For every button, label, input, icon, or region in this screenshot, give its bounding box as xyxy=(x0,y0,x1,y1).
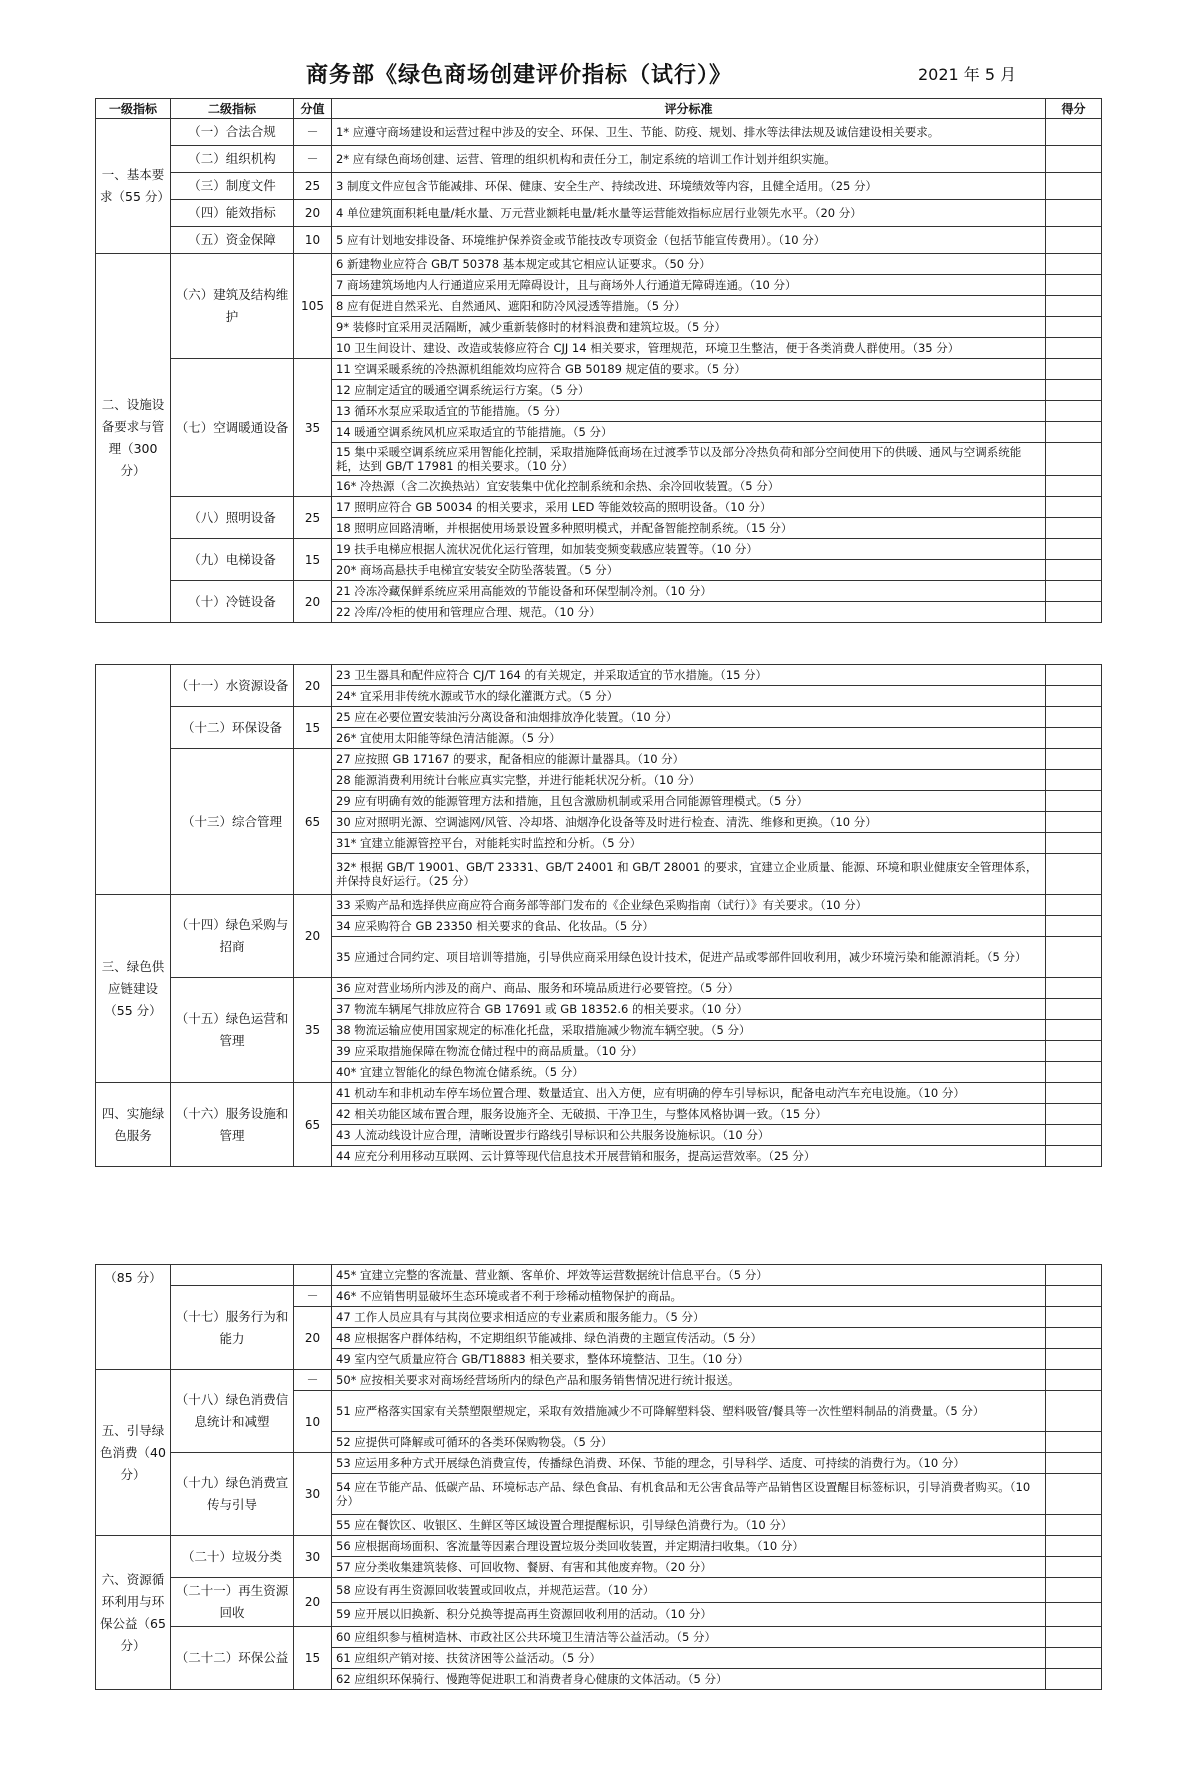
level2-cell: （十八）绿色消费信息统计和减塑 xyxy=(171,1370,294,1453)
criteria-cell: 50* 应按相关要求对商场经营场所内的绿色产品和服务销售情况进行统计报送。 xyxy=(332,1370,1046,1391)
score-input-cell[interactable] xyxy=(1046,791,1102,812)
score-input-cell[interactable] xyxy=(1046,937,1102,978)
criteria-cell: 59 应开展以旧换新、积分兑换等提高再生资源回收利用的活动。（10 分） xyxy=(332,1602,1046,1627)
score-input-cell[interactable] xyxy=(1046,749,1102,770)
score-input-cell[interactable] xyxy=(1046,401,1102,422)
score-input-cell[interactable] xyxy=(1046,854,1102,895)
score-cell: 30 xyxy=(294,1453,332,1536)
criteria-cell: 52 应提供可降解或可循环的各类环保购物袋。（5 分） xyxy=(332,1432,1046,1453)
criteria-cell: 61 应组织产销对接、扶贫济困等公益活动。（5 分） xyxy=(332,1648,1046,1669)
criteria-cell: 55 应在餐饮区、收银区、生鲜区等区域设置合理提醒标识，引导绿色消费行为。（10 分） xyxy=(332,1515,1046,1536)
score-cell: 35 xyxy=(294,978,332,1083)
criteria-cell: 30 应对照明光源、空调滤网/风管、冷却塔、油烟净化设备等及时进行检查、清洗、维修和更换。（10 分） xyxy=(332,812,1046,833)
table-row xyxy=(96,200,1102,227)
score-cell: 20 xyxy=(294,1578,332,1627)
criteria-cell: 13 循环水泵应采取适宜的节能措施。（5 分） xyxy=(332,401,1046,422)
criteria-cell: 42 相关功能区域布置合理，服务设施齐全、无破损、干净卫生，与整体风格协调一致。（15 分） xyxy=(332,1104,1046,1125)
score-input-cell[interactable] xyxy=(1046,1578,1102,1603)
criteria-cell: 44 应充分利用移动互联网、云计算等现代信息技术开展营销和服务，提高运营效率。（25 分） xyxy=(332,1146,1046,1167)
level2-cell: （九）电梯设备 xyxy=(171,539,294,581)
score-input-cell[interactable] xyxy=(1046,119,1102,146)
score-input-cell[interactable] xyxy=(1046,560,1102,581)
criteria-cell: 47 工作人员应具有与其岗位要求相适应的专业素质和服务能力。（5 分） xyxy=(332,1307,1046,1328)
score-input-cell[interactable] xyxy=(1046,1474,1102,1515)
criteria-cell: 28 能源消费利用统计台帐应真实完整，并进行能耗状况分析。（10 分） xyxy=(332,770,1046,791)
score-input-cell[interactable] xyxy=(1046,1370,1102,1391)
criteria-cell: 25 应在必要位置安装油污分离设备和油烟排放净化装置。（10 分） xyxy=(332,707,1046,728)
criteria-cell: 36 应对营业场所内涉及的商户、商品、服务和环境品质进行必要管控。（5 分） xyxy=(332,978,1046,999)
header-level2: 二级指标 xyxy=(171,99,294,119)
score-cell: － xyxy=(294,1370,332,1391)
criteria-cell: 35 应通过合同约定、项目培训等措施，引导供应商采用绿色设计技术，促进产品或零部件回收利用，减少环境污染和能源消耗。（5 分） xyxy=(332,937,1046,978)
criteria-cell: 60 应组织参与植树造林、市政社区公共环境卫生清洁等公益活动。（5 分） xyxy=(332,1627,1046,1648)
table-row xyxy=(96,707,1102,728)
level1-service: 四、实施绿色服务 xyxy=(96,1083,171,1167)
score-input-cell[interactable] xyxy=(1046,359,1102,380)
score-input-cell[interactable] xyxy=(1046,916,1102,937)
score-input-cell[interactable] xyxy=(1046,275,1102,296)
criteria-cell: 11 空调采暖系统的冷热源机组能效均应符合 GB 50189 规定值的要求。（5 分） xyxy=(332,359,1046,380)
table-row xyxy=(96,895,1102,916)
criteria-cell: 3 制度文件应包含节能减排、环保、健康、安全生产、持续改进、环境绩效等内容，且健全适用。（25 分） xyxy=(332,173,1046,200)
criteria-cell: 46* 不应销售明显破坏生态环境或者不利于珍稀动植物保护的商品。 xyxy=(332,1286,1046,1307)
score-input-cell[interactable] xyxy=(1046,1602,1102,1627)
criteria-cell: 27 应按照 GB 17167 的要求，配备相应的能源计量器具。（10 分） xyxy=(332,749,1046,770)
table-row xyxy=(96,1627,1102,1648)
score-input-cell[interactable] xyxy=(1046,296,1102,317)
table-row xyxy=(96,665,1102,686)
score-input-cell[interactable] xyxy=(1046,895,1102,916)
document-date: 2021 年 5 月 xyxy=(918,65,1017,84)
score-cell: － xyxy=(294,146,332,173)
criteria-cell: 26* 宜使用太阳能等绿色清洁能源。（5 分） xyxy=(332,728,1046,749)
score-cell: － xyxy=(294,1286,332,1307)
header-level1: 一级指标 xyxy=(96,99,171,119)
score-input-cell[interactable] xyxy=(1046,227,1102,254)
score-cell: 25 xyxy=(294,497,332,539)
score-input-cell[interactable] xyxy=(1046,1104,1102,1125)
score-input-cell[interactable] xyxy=(1046,1286,1102,1307)
score-input-cell[interactable] xyxy=(1046,812,1102,833)
score-input-cell[interactable] xyxy=(1046,1146,1102,1167)
criteria-cell: 32* 根据 GB/T 19001、GB/T 23331、GB/T 24001 和 GB/T 28001 的要求，宜建立企业质量、能源、环境和职业健康安全管理体系，并保持良好运行。（25 分） xyxy=(332,854,1046,895)
score-input-cell[interactable] xyxy=(1046,1020,1102,1041)
table-header-row xyxy=(96,99,1102,119)
criteria-table-part-1 xyxy=(95,98,1102,623)
score-cell: 15 xyxy=(294,539,332,581)
criteria-cell: 45* 宜建立完整的客流量、营业额、客单价、坪效等运营数据统计信息平台。（5 分） xyxy=(332,1265,1046,1286)
score-input-cell[interactable] xyxy=(1046,1669,1102,1690)
criteria-cell: 43 人流动线设计应合理，清晰设置步行路线引导标识和公共服务设施标识。（10 分） xyxy=(332,1125,1046,1146)
score-cell: 15 xyxy=(294,707,332,749)
score-input-cell[interactable] xyxy=(1046,1041,1102,1062)
criteria-cell: 40* 宜建立智能化的绿色物流仓储系统。（5 分） xyxy=(332,1062,1046,1083)
score-cell: 25 xyxy=(294,173,332,200)
score-cell: 105 xyxy=(294,254,332,359)
score-cell: － xyxy=(294,119,332,146)
table-row xyxy=(96,146,1102,173)
criteria-cell: 38 物流运输应使用国家规定的标准化托盘，采取措施减少物流车辆空驶。（5 分） xyxy=(332,1020,1046,1041)
criteria-cell: 10 卫生间设计、建设、改造或装修应符合 CJJ 14 相关要求，管理规范，环境卫生整洁，便于各类消费人群使用。（35 分） xyxy=(332,338,1046,359)
criteria-cell: 48 应根据客户群体结构，不定期组织节能减排、绿色消费的主题宣传活动。（5 分） xyxy=(332,1328,1046,1349)
score-cell: 15 xyxy=(294,1627,332,1690)
criteria-cell: 15 集中采暖空调系统应采用智能化控制，采取措施降低商场在过渡季节以及部分冷热负荷和部分空间使用下的供暖、通风与空调系统能耗，达到 GB/T 17981 的相关要求。（10 分） xyxy=(332,443,1046,476)
criteria-cell: 4 单位建筑面积耗电量/耗水量、万元营业额耗电量/耗水量等运营能效指标应居行业领先水平。（20 分） xyxy=(332,200,1046,227)
score-input-cell[interactable] xyxy=(1046,497,1102,518)
level2-cell: （十四）绿色采购与招商 xyxy=(171,895,294,978)
criteria-cell: 20* 商场高悬扶手电梯宜安装安全防坠落装置。（5 分） xyxy=(332,560,1046,581)
score-input-cell[interactable] xyxy=(1046,317,1102,338)
level2-cell: （二十二）环保公益 xyxy=(171,1627,294,1690)
score-input-cell[interactable] xyxy=(1046,476,1102,497)
table-row xyxy=(96,1370,1102,1391)
score-cell: 20 xyxy=(294,665,332,707)
score-input-cell[interactable] xyxy=(1046,338,1102,359)
table-row xyxy=(96,497,1102,518)
table-row xyxy=(96,173,1102,200)
level1-basic: 一、基本要求（55 分） xyxy=(96,119,171,254)
level2-cell: （二十一）再生资源回收 xyxy=(171,1578,294,1627)
score-cell: 30 xyxy=(294,1536,332,1578)
score-cell: 10 xyxy=(294,227,332,254)
score-input-cell[interactable] xyxy=(1046,1125,1102,1146)
score-input-cell[interactable] xyxy=(1046,1349,1102,1370)
table-row xyxy=(96,1453,1102,1474)
level2-cell: （十七）服务行为和能力 xyxy=(171,1286,294,1370)
table-row xyxy=(96,749,1102,770)
table-row xyxy=(96,581,1102,602)
criteria-cell: 33 采购产品和选择供应商应符合商务部等部门发布的《企业绿色采购指南（试行）》有关要求。（10 分） xyxy=(332,895,1046,916)
score-input-cell[interactable] xyxy=(1046,1328,1102,1349)
level2-cell: （一）合法合规 xyxy=(171,119,294,146)
score-input-cell[interactable] xyxy=(1046,200,1102,227)
score-input-cell[interactable] xyxy=(1046,728,1102,749)
score-input-cell[interactable] xyxy=(1046,602,1102,623)
level2-cell: （二十）垃圾分类 xyxy=(171,1536,294,1578)
score-input-cell[interactable] xyxy=(1046,539,1102,560)
score-input-cell[interactable] xyxy=(1046,686,1102,707)
criteria-cell: 1* 应遵守商场建设和运营过程中涉及的安全、环保、卫生、节能、防疫、规划、排水等法律法规及诚信建设相关要求。 xyxy=(332,119,1046,146)
score-input-cell[interactable] xyxy=(1046,1062,1102,1083)
score-input-cell[interactable] xyxy=(1046,1083,1102,1104)
score-input-cell[interactable] xyxy=(1046,1453,1102,1474)
level2-cell: （十二）环保设备 xyxy=(171,707,294,749)
score-input-cell[interactable] xyxy=(1046,380,1102,401)
score-input-cell[interactable] xyxy=(1046,1432,1102,1453)
score-input-cell[interactable] xyxy=(1046,1515,1102,1536)
criteria-cell: 51 应严格落实国家有关禁塑限塑规定，采取有效措施减少不可降解塑料袋、塑料吸管/餐具等一次性塑料制品的消费量。（5 分） xyxy=(332,1391,1046,1432)
level2-cell: （八）照明设备 xyxy=(171,497,294,539)
score-input-cell[interactable] xyxy=(1046,770,1102,791)
score-input-cell[interactable] xyxy=(1046,581,1102,602)
score-input-cell[interactable] xyxy=(1046,707,1102,728)
score-cell: 20 xyxy=(294,895,332,978)
level1-guide: 五、引导绿色消费（40 分） xyxy=(96,1370,171,1536)
criteria-cell: 57 应分类收集建筑装修、可回收物、餐厨、有害和其他废弃物。（20 分） xyxy=(332,1557,1046,1578)
level2-cell: （十六）服务设施和管理 xyxy=(171,1083,294,1167)
criteria-cell: 31* 宜建立能源管控平台，对能耗实时监控和分析。（5 分） xyxy=(332,833,1046,854)
level2-cell: （二）组织机构 xyxy=(171,146,294,173)
level2-cell: （七）空调暖通设备 xyxy=(171,359,294,497)
header-criteria: 评分标准 xyxy=(332,99,1046,119)
level2-cell: （十九）绿色消费宣传与引导 xyxy=(171,1453,294,1536)
table-row xyxy=(96,359,1102,380)
header-result: 得分 xyxy=(1046,99,1102,119)
score-input-cell[interactable] xyxy=(1046,833,1102,854)
level1-supply: 三、绿色供应链建设（55 分） xyxy=(96,895,171,1083)
criteria-cell: 41 机动车和非机动车停车场位置合理、数量适宜、出入方便，应有明确的停车引导标识，配备电动汽车充电设施。（10 分） xyxy=(332,1083,1046,1104)
criteria-cell: 34 应采购符合 GB 23350 相关要求的食品、化妆品。（5 分） xyxy=(332,916,1046,937)
score-cell: 20 xyxy=(294,200,332,227)
criteria-cell: 21 冷冻冷藏保鲜系统应采用高能效的节能设备和环保型制冷剂。（10 分） xyxy=(332,581,1046,602)
score-input-cell[interactable] xyxy=(1046,978,1102,999)
score-cell-empty xyxy=(294,1265,332,1286)
criteria-cell: 37 物流车辆尾气排放应符合 GB 17691 或 GB 18352.6 的相关要求。（10 分） xyxy=(332,999,1046,1020)
page-header xyxy=(0,58,1200,88)
criteria-table-part-2 xyxy=(95,664,1102,1167)
criteria-cell: 19 扶手电梯应根据人流状况优化运行管理，如加装变频变载感应装置等。（10 分） xyxy=(332,539,1046,560)
score-input-cell[interactable] xyxy=(1046,665,1102,686)
criteria-cell: 17 照明应符合 GB 50034 的相关要求，采用 LED 等能效较高的照明设备。（10 分） xyxy=(332,497,1046,518)
score-input-cell[interactable] xyxy=(1046,518,1102,539)
table-row xyxy=(96,227,1102,254)
document-title: 商务部《绿色商场创建评价指标（试行）》 xyxy=(306,63,733,88)
score-cell: 35 xyxy=(294,359,332,497)
table-row xyxy=(96,254,1102,275)
score-input-cell[interactable] xyxy=(1046,443,1102,476)
table-row xyxy=(96,1286,1102,1307)
criteria-cell: 49 室内空气质量应符合 GB/T18883 相关要求，整体环境整洁、卫生。（10 分） xyxy=(332,1349,1046,1370)
score-input-cell[interactable] xyxy=(1046,1265,1102,1286)
criteria-cell: 8 应有促进自然采光、自然通风、遮阳和防冷风浸透等措施。（5 分） xyxy=(332,296,1046,317)
criteria-cell: 58 应设有再生资源回收装置或回收点，并规范运营。（10 分） xyxy=(332,1578,1046,1603)
score-input-cell[interactable] xyxy=(1046,999,1102,1020)
level1-recycle: 六、资源循环利用与环保公益（65 分） xyxy=(96,1536,171,1690)
score-input-cell[interactable] xyxy=(1046,1648,1102,1669)
level2-cell: （十五）绿色运营和管理 xyxy=(171,978,294,1083)
score-input-cell[interactable] xyxy=(1046,173,1102,200)
criteria-cell: 29 应有明确有效的能源管理方法和措施，且包含激励机制或采用合同能源管理模式。（5 分） xyxy=(332,791,1046,812)
criteria-cell: 56 应根据商场面积、客流量等因素合理设置垃圾分类回收装置，并定期清扫收集。（10 分） xyxy=(332,1536,1046,1557)
criteria-cell: 39 应采取措施保障在物流仓储过程中的商品质量。（10 分） xyxy=(332,1041,1046,1062)
header-score: 分值 xyxy=(294,99,332,119)
criteria-cell: 62 应组织环保骑行、慢跑等促进职工和消费者身心健康的文体活动。（5 分） xyxy=(332,1669,1046,1690)
table-row xyxy=(96,978,1102,999)
level1-facilities: 二、设施设备要求与管理（300 分） xyxy=(96,254,171,623)
criteria-cell: 6 新建物业应符合 GB/T 50378 基本规定或其它相应认证要求。（50 分） xyxy=(332,254,1046,275)
table-row xyxy=(96,1265,1102,1286)
score-cell: 65 xyxy=(294,749,332,895)
criteria-cell: 22 冷库/冷柜的使用和管理应合理、规范。（10 分） xyxy=(332,602,1046,623)
score-input-cell[interactable] xyxy=(1046,1627,1102,1648)
criteria-cell: 2* 应有绿色商场创建、运营、管理的组织机构和责任分工，制定系统的培训工作计划并组织实施。 xyxy=(332,146,1046,173)
score-input-cell[interactable] xyxy=(1046,422,1102,443)
criteria-cell: 12 应制定适宜的暖通空调系统运行方案。（5 分） xyxy=(332,380,1046,401)
table-row xyxy=(96,1536,1102,1557)
score-input-cell[interactable] xyxy=(1046,146,1102,173)
score-cell: 10 xyxy=(294,1391,332,1453)
level2-cell: （十三）综合管理 xyxy=(171,749,294,895)
table-row xyxy=(96,539,1102,560)
table-row xyxy=(96,1578,1102,1603)
level2-cell: （三）制度文件 xyxy=(171,173,294,200)
criteria-cell: 24* 宜采用非传统水源或节水的绿化灌溉方式。（5 分） xyxy=(332,686,1046,707)
level2-cell: （六）建筑及结构维护 xyxy=(171,254,294,359)
criteria-cell: 54 应在节能产品、低碳产品、环境标志产品、绿色食品、有机食品和无公害食品等产品销售区设置醒目标签标识，引导消费者购买。（10 分） xyxy=(332,1474,1046,1515)
level1-service-continued: （85 分） xyxy=(96,1265,171,1370)
criteria-table-part-3 xyxy=(95,1264,1102,1690)
level1-facilities-continued xyxy=(96,665,171,895)
score-input-cell[interactable] xyxy=(1046,1391,1102,1432)
score-input-cell[interactable] xyxy=(1046,254,1102,275)
criteria-cell: 7 商场建筑场地内人行通道应采用无障碍设计，且与商场外人行通道无障碍连通。（10 分） xyxy=(332,275,1046,296)
criteria-cell: 14 暖通空调系统风机应采取适宜的节能措施。（5 分） xyxy=(332,422,1046,443)
score-cell: 65 xyxy=(294,1083,332,1167)
score-input-cell[interactable] xyxy=(1046,1557,1102,1578)
score-input-cell[interactable] xyxy=(1046,1536,1102,1557)
level2-cell: （四）能效指标 xyxy=(171,200,294,227)
table-row xyxy=(96,119,1102,146)
level2-cell: （五）资金保障 xyxy=(171,227,294,254)
criteria-cell: 16* 冷热源（含二次换热站）宜安装集中优化控制系统和余热、余冷回收装置。（5 分） xyxy=(332,476,1046,497)
criteria-cell: 9* 装修时宜采用灵活隔断，减少重新装修时的材料浪费和建筑垃圾。（5 分） xyxy=(332,317,1046,338)
score-input-cell[interactable] xyxy=(1046,1307,1102,1328)
criteria-cell: 18 照明应回路清晰，并根据使用场景设置多种照明模式，并配备智能控制系统。（15 分） xyxy=(332,518,1046,539)
criteria-cell: 23 卫生器具和配件应符合 CJ/T 164 的有关规定，并采取适宜的节水措施。（15 分） xyxy=(332,665,1046,686)
level2-cell: （十一）水资源设备 xyxy=(171,665,294,707)
level2-cell-empty xyxy=(171,1265,294,1286)
score-cell: 20 xyxy=(294,1307,332,1370)
criteria-cell: 5 应有计划地安排设备、环境维护保养资金或节能技改专项资金（包括节能宣传费用）。（10 分） xyxy=(332,227,1046,254)
table-row xyxy=(96,1083,1102,1104)
score-cell: 20 xyxy=(294,581,332,623)
level2-cell: （十）冷链设备 xyxy=(171,581,294,623)
criteria-cell: 53 应运用多种方式开展绿色消费宣传，传播绿色消费、环保、节能的理念，引导科学、适度、可持续的消费行为。（10 分） xyxy=(332,1453,1046,1474)
